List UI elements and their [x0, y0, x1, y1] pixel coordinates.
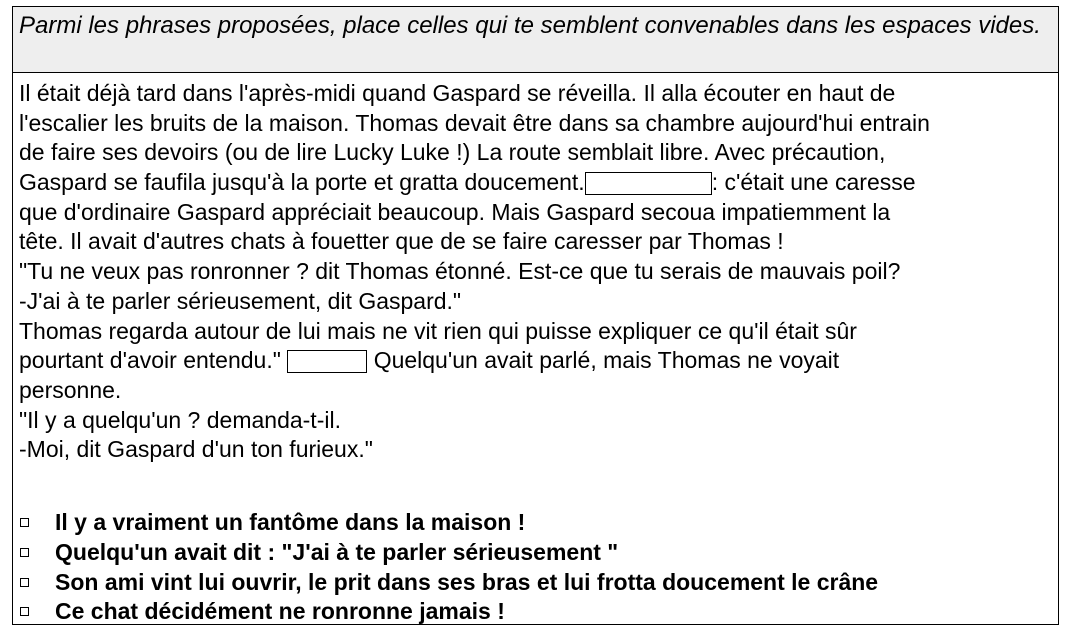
story-line: Il était déjà tard dans l'après-midi quand Gaspard se réveilla. Il alla écouter en haut de — [19, 80, 896, 106]
story-line: Thomas regarda autour de lui mais ne vit rien qui puisse expliquer ce qu'il était sûr — [19, 317, 857, 344]
story-line: personne. — [19, 376, 122, 403]
story-fragment: Gaspard se faufila jusqu'à la porte et gratta doucement. — [19, 169, 585, 196]
choice-label: Quelqu'un avait dit : "J'ai à te parler sérieusement " — [55, 539, 619, 566]
story-line — [19, 168, 1055, 198]
blank-slot-1[interactable] — [585, 172, 712, 195]
story-line: -Moi, dit Gaspard d'un ton furieux." — [19, 436, 373, 463]
story-text — [19, 79, 1055, 465]
instruction-text: Parmi les phrases proposées, place celles qui te semblent convenables dans les espaces vides. — [13, 7, 1058, 73]
story-line: "Tu ne veux pas ronronner ? dit Thomas étonné. Est-ce que tu serais de mauvais poil? — [19, 258, 901, 285]
story-line: -J'ai à te parler sérieusement, dit Gaspard." — [19, 287, 462, 314]
story-fragment: Quelqu'un avait parlé, mais Thomas ne voyait — [373, 347, 840, 374]
story-line: de faire ses devoirs (ou de lire Lucky Luke !) La route semblait libre. Avec précaution, — [19, 139, 886, 166]
story-fragment: pourtant d'avoir entendu." — [19, 347, 281, 374]
choice-item[interactable] — [19, 508, 1055, 538]
story-line: l'escalier les bruits de la maison. Thomas devait être dans sa chambre aujourd'hui entrain — [19, 109, 930, 136]
story-line: que d'ordinaire Gaspard appréciait beaucoup. Mais Gaspard secoua impatiemment la — [19, 198, 891, 225]
choice-label: Son ami vint lui ouvrir, le prit dans ses bras et lui frotta doucement le crâne — [55, 568, 879, 595]
story-line: tête. Il avait d'autres chats à fouetter que de se faire caresser par Thomas ! — [19, 228, 784, 255]
choice-item[interactable] — [19, 597, 1055, 627]
checkbox-icon[interactable] — [20, 578, 29, 587]
choice-label: Il y a vraiment un fantôme dans la maison ! — [55, 509, 526, 536]
exercise-frame — [12, 6, 1059, 625]
story-fragment: : c'était une caresse — [711, 169, 916, 196]
choice-list — [19, 508, 1055, 627]
story-line: "Il y a quelqu'un ? demanda-t-il. — [19, 406, 341, 433]
blank-slot-2[interactable] — [287, 350, 367, 373]
checkbox-icon[interactable] — [20, 518, 29, 527]
choice-item[interactable] — [19, 567, 1055, 597]
checkbox-icon[interactable] — [20, 607, 29, 616]
checkbox-icon[interactable] — [20, 548, 29, 557]
story-line — [19, 346, 1055, 376]
choice-item[interactable] — [19, 538, 1055, 568]
choice-label: Ce chat décidément ne ronronne jamais ! — [55, 598, 505, 625]
